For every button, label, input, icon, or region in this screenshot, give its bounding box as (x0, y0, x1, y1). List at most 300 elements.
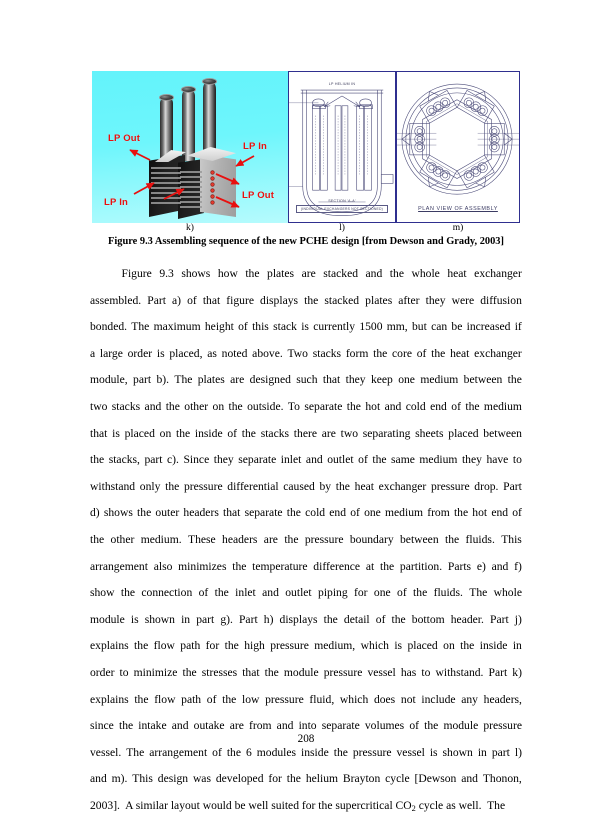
word: noted (221, 346, 248, 360)
word: the (214, 586, 229, 600)
word: medium (420, 373, 459, 387)
pipe-middle (182, 89, 195, 161)
word: in (512, 639, 522, 653)
word: and (461, 772, 478, 786)
word: diffusion (480, 293, 522, 307)
word: is (112, 426, 120, 440)
word: Thonon, (482, 772, 522, 786)
word: of (375, 612, 386, 626)
word: This (132, 772, 153, 786)
word: the (241, 426, 256, 440)
word: m). (111, 772, 128, 786)
word: Part (490, 612, 509, 626)
word: which (339, 692, 369, 706)
word: and (276, 719, 294, 733)
word: between (483, 426, 522, 440)
word: on (159, 426, 172, 440)
word: the (264, 665, 279, 679)
pipe-right-opening (202, 78, 217, 85)
word: arrangement (90, 559, 148, 573)
label-lp-out-lower-right: LP Out (242, 190, 275, 201)
word: outside. (247, 399, 284, 413)
word: if (514, 320, 522, 334)
word: only (139, 479, 161, 493)
fin (151, 182, 181, 184)
word: end (430, 399, 447, 413)
word: These (187, 532, 216, 546)
word: there (293, 426, 317, 440)
word: they (425, 293, 446, 307)
word: the (431, 346, 446, 360)
word: one (364, 506, 381, 520)
word: inside (194, 426, 223, 440)
word: the (118, 719, 134, 733)
word: one (373, 586, 391, 600)
pche-module-3d-render (92, 71, 288, 223)
word: to (119, 665, 129, 679)
word: the (507, 373, 522, 387)
word: c). (167, 453, 179, 467)
label-lp-in-lower-left: LP In (104, 197, 129, 208)
word: The (126, 745, 145, 759)
paragraph-indent (90, 261, 114, 288)
word: and (384, 399, 402, 413)
word: between (400, 532, 439, 546)
text-line (90, 314, 522, 341)
word: vessel (396, 745, 425, 759)
word: above. (252, 346, 283, 360)
fin (180, 201, 202, 203)
word: have (486, 453, 509, 467)
word: j) (514, 612, 522, 626)
word: the (445, 532, 460, 546)
word: and (90, 772, 107, 786)
word: for (354, 586, 368, 600)
word: designed (249, 373, 291, 387)
word: since (90, 719, 114, 733)
word: the (137, 506, 152, 520)
word: bonded. (90, 320, 128, 334)
word: pressure (323, 665, 363, 679)
sub-caption-m: m) (452, 223, 464, 233)
word: the (379, 559, 395, 573)
word: include (421, 692, 456, 706)
word: medium (419, 453, 458, 467)
word: that (202, 293, 221, 307)
word: explains (90, 692, 129, 706)
word: pressure (265, 692, 304, 706)
word: 9.3 (159, 267, 174, 280)
word: how (217, 267, 238, 280)
word: cold (305, 506, 326, 520)
word: the (120, 586, 136, 600)
pipe-left-opening (159, 94, 174, 101)
word: any (461, 692, 478, 706)
label-lp-out-upper-left: LP Out (108, 133, 141, 144)
fin (180, 186, 202, 188)
word: f) (514, 559, 522, 573)
word: headers (183, 506, 219, 520)
word: partition. (399, 559, 443, 573)
word: other (110, 532, 135, 546)
word: for (205, 639, 220, 653)
word: helium (305, 772, 339, 786)
word: withstand (90, 479, 136, 493)
word: part (144, 453, 163, 467)
word: form (345, 346, 369, 360)
word: plates (267, 267, 295, 280)
word: for (268, 772, 282, 786)
word: height (204, 320, 234, 334)
text-line (90, 580, 522, 607)
word: pressure (430, 479, 470, 493)
word: part (133, 373, 152, 387)
word: stacks (260, 426, 290, 440)
word: differential (227, 479, 279, 493)
word: to (421, 665, 431, 679)
word: The (131, 320, 150, 334)
sub-caption-l: l) (339, 223, 345, 233)
word: Part (147, 293, 166, 307)
word: separate (238, 453, 277, 467)
word: displays (260, 293, 299, 307)
panel-l-section-title: SECTION 'A-A' (328, 199, 356, 203)
word: medium, (314, 639, 356, 653)
word: the (90, 453, 105, 467)
word: stack (273, 320, 297, 334)
figure-caption: Figure 9.3 Assembling sequence of the new PCHE design [from Dewson and Grady, 2003] (108, 236, 504, 247)
fin (151, 177, 181, 179)
word: heat (450, 346, 470, 360)
word: pressure (270, 639, 309, 653)
word: plates (365, 293, 393, 307)
word: fluid, (309, 692, 335, 706)
word: module (90, 612, 125, 626)
word: one (398, 373, 415, 387)
word: pressure (304, 532, 344, 546)
word: the (304, 293, 319, 307)
word: arrangement (149, 745, 208, 759)
word: inlet (235, 586, 256, 600)
panel-l-section-subtitle: (INDIVIDUAL EXCHANGERS NOT SECTIONED) (300, 207, 383, 211)
word: on (443, 639, 455, 653)
word: were (451, 293, 475, 307)
word: separate (304, 399, 343, 413)
word: stacked (324, 293, 360, 307)
figure-panel-l (288, 71, 396, 223)
word: l) (514, 745, 522, 759)
word: are (230, 373, 245, 387)
word: heat (354, 479, 374, 493)
word: The (174, 373, 193, 387)
word: separate (321, 719, 360, 733)
word: the (284, 532, 299, 546)
word: as (207, 346, 217, 360)
text-line (90, 261, 522, 288)
word: difference (313, 559, 361, 573)
word: is (301, 320, 309, 334)
word: that (242, 665, 260, 679)
word: the (228, 399, 243, 413)
word: the (245, 267, 260, 280)
word: medium (483, 399, 522, 413)
word: of (187, 293, 197, 307)
word: high (244, 639, 265, 653)
word: [Dewson (414, 772, 457, 786)
text-line (90, 288, 522, 315)
word: part (196, 612, 215, 626)
word: other (184, 399, 209, 413)
fin (180, 196, 202, 198)
text-line (90, 394, 522, 421)
word: two (90, 399, 108, 413)
fin (151, 167, 181, 169)
word: after (398, 293, 420, 307)
word: stacks (111, 399, 141, 413)
word: be (451, 320, 463, 334)
word: and (144, 399, 162, 413)
word: is (156, 346, 165, 360)
word: such (296, 373, 318, 387)
word: medium. (140, 532, 182, 546)
word: flow (154, 692, 176, 706)
word: stresses (201, 665, 238, 679)
word: the (413, 586, 428, 600)
word: maximum (153, 320, 201, 334)
word: order (127, 346, 153, 360)
fin (151, 197, 181, 199)
fin (151, 187, 181, 189)
word: the (460, 639, 475, 653)
word: the (335, 479, 350, 493)
word: module, (90, 373, 128, 387)
word: shows (103, 506, 133, 520)
word: of (206, 692, 217, 706)
word: of (416, 346, 427, 360)
word: shown (144, 612, 175, 626)
word: of (198, 586, 209, 600)
word: to (512, 453, 522, 467)
word: separating (362, 426, 411, 440)
word: can (431, 320, 448, 334)
word: the (373, 346, 388, 360)
text-line (90, 766, 522, 793)
word: outlet (285, 586, 312, 600)
word: pressure (183, 479, 223, 493)
word: of (409, 719, 419, 733)
word: of (451, 399, 461, 413)
word: is (394, 639, 403, 653)
word: intake (138, 719, 167, 733)
page-number: 208 (297, 733, 315, 745)
word: is (429, 745, 438, 759)
word: cold (405, 399, 426, 413)
word: boundary (349, 532, 394, 546)
word: 1500 (359, 320, 383, 334)
word: increased (466, 320, 511, 334)
word: Brayton (342, 772, 381, 786)
word: in (477, 745, 487, 759)
fin (180, 191, 202, 193)
word: that (322, 373, 341, 387)
word: the (175, 426, 191, 440)
word: figure (226, 293, 254, 307)
word: The (469, 586, 488, 600)
fin (180, 181, 202, 183)
figure-panel-k (92, 71, 288, 223)
word: Parts (447, 559, 472, 573)
word: developed (215, 772, 264, 786)
word: This (501, 532, 522, 546)
text-line (90, 447, 522, 474)
word: into (298, 719, 317, 733)
word: the (323, 612, 338, 626)
word: b). (156, 373, 169, 387)
word: this (252, 320, 269, 334)
word: the (424, 719, 439, 733)
word: hot (472, 506, 488, 520)
word: module (443, 719, 479, 733)
word: on (212, 399, 225, 413)
word: placed (407, 639, 438, 653)
word: the (226, 745, 241, 759)
word: a (90, 346, 96, 360)
word: design (157, 772, 189, 786)
word: drop. (474, 479, 499, 493)
word: the (222, 692, 237, 706)
word: they (461, 453, 482, 467)
word: Part (238, 612, 258, 626)
word: the (391, 612, 406, 626)
word: assembled. (90, 293, 142, 307)
word: Since (183, 453, 210, 467)
word: the (165, 399, 180, 413)
word: Figure (121, 267, 152, 280)
word: mm, (386, 320, 408, 334)
word: volumes (364, 719, 405, 733)
word: fluids. (433, 586, 463, 600)
sub-caption-k: k) (186, 223, 194, 233)
figure-panel-m (396, 71, 520, 223)
text-line (90, 421, 522, 448)
word: does (373, 692, 396, 706)
word: which (360, 639, 389, 653)
word: exchanger (474, 267, 522, 280)
word: end (491, 506, 509, 520)
word: from (427, 506, 450, 520)
word: 6 (245, 745, 252, 759)
panel-m-title: PLAN VIEW OF ASSEMBLY (418, 206, 498, 212)
word: pressure (483, 719, 522, 733)
word: the (453, 506, 469, 520)
word: Part (503, 479, 522, 493)
word: stacked (323, 267, 359, 280)
word: cycle (385, 772, 410, 786)
word: that (90, 426, 108, 440)
word: the (182, 665, 197, 679)
word: sheets (415, 426, 444, 440)
word: stacks, (108, 453, 140, 467)
word: heat (447, 267, 467, 280)
word: core (392, 346, 412, 360)
word: path (180, 639, 201, 653)
word: that (223, 506, 241, 520)
text-line (90, 554, 522, 581)
word: low (242, 692, 260, 706)
word: vessel. (90, 745, 122, 759)
word: path (181, 692, 202, 706)
word: show (90, 586, 115, 600)
word: a) (172, 293, 182, 307)
word: d) (90, 506, 100, 520)
word: two (340, 426, 359, 440)
pipe-middle-opening (181, 86, 196, 93)
word: part (491, 745, 510, 759)
word: and (171, 719, 189, 733)
word: modules (256, 745, 297, 759)
text-line (90, 633, 522, 660)
word: the (286, 772, 301, 786)
word: withstand. (435, 665, 484, 679)
word: between (463, 373, 503, 387)
word: the (224, 639, 239, 653)
word: temperature (252, 559, 308, 573)
word: currently (313, 320, 356, 334)
word: the (134, 692, 149, 706)
word: of (358, 453, 368, 467)
word: caused (283, 479, 315, 493)
text-line (90, 367, 522, 394)
word: placed, (169, 346, 203, 360)
word: exchanger (378, 479, 427, 493)
word: placed (448, 426, 479, 440)
word: the (134, 639, 149, 653)
word: order (90, 665, 115, 679)
word: of (350, 506, 360, 520)
word: the (232, 559, 247, 573)
plan-view-drawing (397, 72, 519, 222)
word: headers, (483, 692, 522, 706)
word: To (287, 399, 300, 413)
word: outer (155, 506, 180, 520)
text-line (90, 660, 522, 687)
word: whole (411, 267, 440, 280)
word: detail (343, 612, 370, 626)
word: stacks (312, 346, 342, 360)
word: in (181, 612, 191, 626)
text-line (90, 607, 522, 634)
word: of (397, 586, 407, 600)
text-line (90, 687, 522, 714)
word: bottom (411, 612, 445, 626)
word: is (130, 612, 139, 626)
word: also (153, 559, 173, 573)
label-lp-in-upper-right: LP In (243, 141, 268, 152)
word: has (400, 665, 417, 679)
word: explains (90, 639, 129, 653)
word: Two (287, 346, 308, 360)
word: e) (476, 559, 486, 573)
word: module (283, 665, 319, 679)
fin (151, 202, 181, 204)
word: shown (442, 745, 473, 759)
word: displays (279, 612, 318, 626)
word: minimize (133, 665, 178, 679)
word: the (389, 267, 404, 280)
word: end (329, 506, 347, 520)
word: plates (197, 373, 225, 387)
word: vessel (367, 665, 396, 679)
